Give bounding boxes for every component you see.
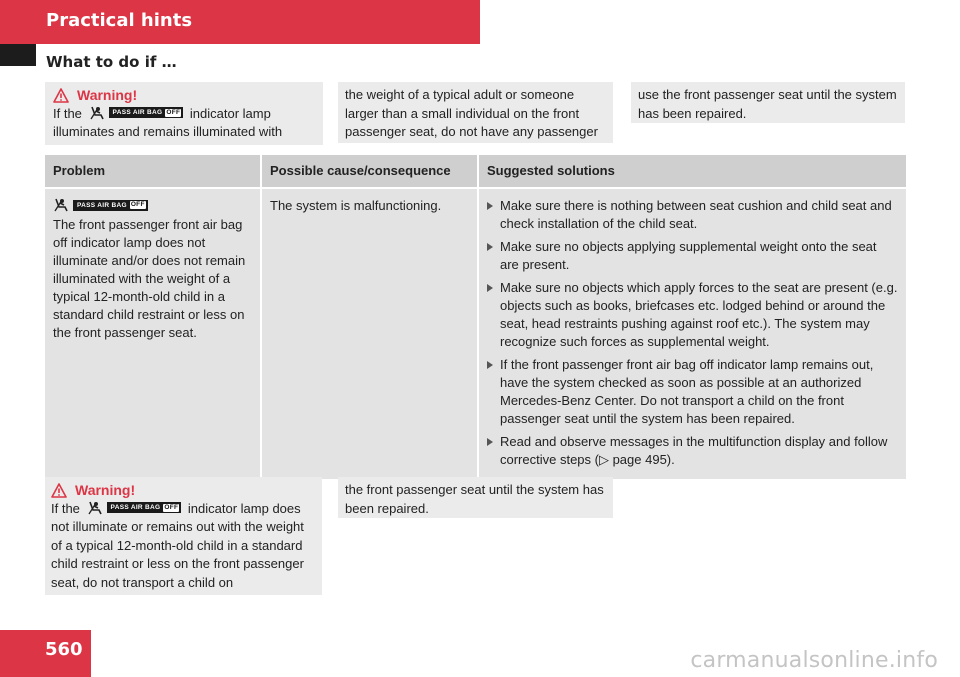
cause-cell (261, 188, 478, 479)
page-subtitle: What to do if … (46, 53, 177, 71)
section-title: Practical hints (46, 10, 193, 31)
warning1-col1 (45, 82, 323, 145)
solution-text: Make sure there is nothing between seat cushion and child seat and check installation of the child seat. (500, 198, 892, 231)
warning2-rest: not illuminate or remains out with the weight of a typical 12-month-old child in a standard child restraint or less on the front passenger seat, do not transport a child on (51, 519, 304, 590)
warning1-heading (53, 86, 317, 105)
problem-cell (45, 188, 261, 479)
problem-table (45, 155, 906, 479)
pass-air-bag-label: PASS AIR BAG (77, 201, 127, 209)
pass-air-bag-off-badge (109, 107, 184, 118)
arrow-bullet-icon (487, 243, 493, 251)
header-problem: Problem (45, 155, 261, 188)
air-bag-off-indicator (87, 501, 182, 515)
solution-text: If the front passenger front air bag off indicator lamp remains out, have the system checked as soon as possible at an authorized Mercedes-Benz Center. Do not transport a child on the front passenger seat until the system has been repaired. (500, 357, 874, 426)
header-solutions: Suggested solutions (478, 155, 906, 188)
warning2-col2 (338, 477, 613, 518)
arrow-bullet-icon (487, 361, 493, 369)
child-seat-icon (53, 198, 70, 212)
warning-triangle-icon (51, 483, 67, 498)
pass-air-bag-label: PASS AIR BAG (110, 504, 161, 511)
warning2-text (51, 500, 317, 593)
solution-item (487, 238, 898, 274)
off-label: OFF (164, 503, 179, 511)
arrow-bullet-icon (487, 438, 493, 446)
solutions-cell (478, 188, 906, 479)
solution-text: Make sure no objects which apply forces to the seat are present (e.g. objects such as books, briefcases etc. lodged behind or around the seat, head restraints pushing against roof etc.). The system may recognize such forces as supplemental weight. (500, 280, 898, 349)
warning2-suffix: indicator lamp does (187, 500, 301, 516)
cause-text: The system is malfunctioning. (270, 198, 442, 213)
table-row (45, 188, 906, 479)
header-cause: Possible cause/consequence (261, 155, 478, 188)
watermark: carmanualsonline.info (690, 648, 938, 673)
warning2-col2-text: the front passenger seat until the system has been repaired. (345, 482, 604, 516)
warning2-title: Warning! (75, 482, 136, 498)
arrow-bullet-icon (487, 284, 493, 292)
pass-air-bag-label: PASS AIR BAG (112, 109, 163, 116)
solution-item (487, 433, 898, 469)
warning1-col2-text: the weight of a typical adult or someone larger than a small individual on the front passenger seat, do not have any passenger (345, 87, 598, 139)
warning1-col2 (338, 82, 613, 143)
warning1-title: Warning! (77, 87, 138, 103)
solution-item (487, 197, 898, 233)
warning2-col1 (45, 477, 322, 595)
solution-text: Read and observe messages in the multifunction display and follow corrective steps (▷ page 495). (500, 434, 888, 467)
air-bag-off-indicator (89, 106, 184, 120)
solution-item (487, 279, 898, 351)
pass-air-bag-off-badge (107, 502, 182, 513)
warning1-prefix: If the (53, 105, 82, 121)
child-seat-icon (87, 501, 104, 515)
air-bag-off-indicator-table (53, 198, 148, 212)
warning2-heading (51, 481, 317, 500)
subtitle-marker (0, 44, 36, 66)
solution-item (487, 356, 898, 428)
child-seat-icon (89, 106, 106, 120)
problem-text: The front passenger front air bag off indicator lamp does not illuminate and/or does not remain illuminated with the weight of a typical 12-month-old child in a standard child restraint or less on the front passenger seat. (53, 217, 246, 340)
warning-triangle-icon (53, 88, 69, 103)
solution-text: Make sure no objects applying supplemental weight onto the seat are present. (500, 239, 877, 272)
table-header-row (45, 155, 906, 188)
warning1-line2: illuminates and remains illuminated with (53, 124, 283, 139)
warning1-text (53, 105, 317, 142)
warning1-suffix: indicator lamp (189, 105, 271, 121)
warning1-col3 (631, 82, 905, 123)
off-label: OFF (130, 201, 145, 208)
page-number: 560 (45, 639, 83, 660)
pass-air-bag-off-badge (73, 200, 148, 211)
arrow-bullet-icon (487, 202, 493, 210)
off-label: OFF (166, 108, 181, 116)
warning2-prefix: If the (51, 500, 80, 516)
warning1-col3-text: use the front passenger seat until the system has been repaired. (638, 87, 897, 121)
